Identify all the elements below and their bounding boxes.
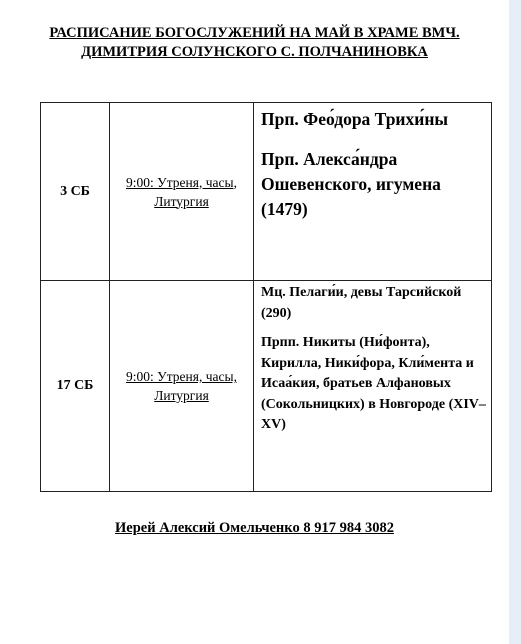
table-row: [41, 103, 492, 281]
contact-footer: Иерей Алексий Омельченко 8 917 984 3082: [115, 520, 394, 536]
schedule-table: [40, 102, 492, 492]
service-name-text: Литургия: [154, 388, 209, 403]
service-time-text: 9:00: Утреня, часы,: [126, 369, 237, 384]
date-cell: 17 СБ: [41, 281, 110, 492]
saint-entry: Прпп. Никиты (Ни́фонта), Кирилла, Ники́фора, Кли́мента и Исаа́кия, братьев Алфановых (Сокольницких) в Новгороде (XIV–XV): [261, 335, 486, 432]
service-time-text: 9:00: Утреня, часы,: [126, 174, 237, 190]
saints-cell: [254, 281, 492, 492]
saints-list: [261, 103, 491, 222]
date-cell: 3 СБ: [41, 103, 110, 281]
title-line-2: ДИМИТРИЯ СОЛУНСКОГО С. ПОЛЧАНИНОВКА: [81, 44, 428, 60]
title-line-1: РАСПИСАНИЕ БОГОСЛУЖЕНИЙ НА МАЙ В ХРАМЕ ВМЧ.: [49, 25, 460, 41]
service-cell: [110, 281, 254, 492]
saints-cell: [254, 103, 492, 281]
service-cell: [110, 103, 254, 281]
saint-entry: Мц. Пелаги́и, девы Тарсийской (290): [261, 285, 462, 321]
saint-entry: Прп. Фео́дора Трихи́ны: [261, 109, 449, 129]
page-edge-background: [509, 0, 521, 644]
table-row: [41, 281, 492, 492]
saint-entry: Прп. Алекса́ндра Ошевенского, игумена (1479): [261, 149, 441, 219]
service-name-text: Литургия: [154, 193, 209, 209]
saints-list: [261, 281, 491, 436]
page-title: [0, 24, 509, 62]
